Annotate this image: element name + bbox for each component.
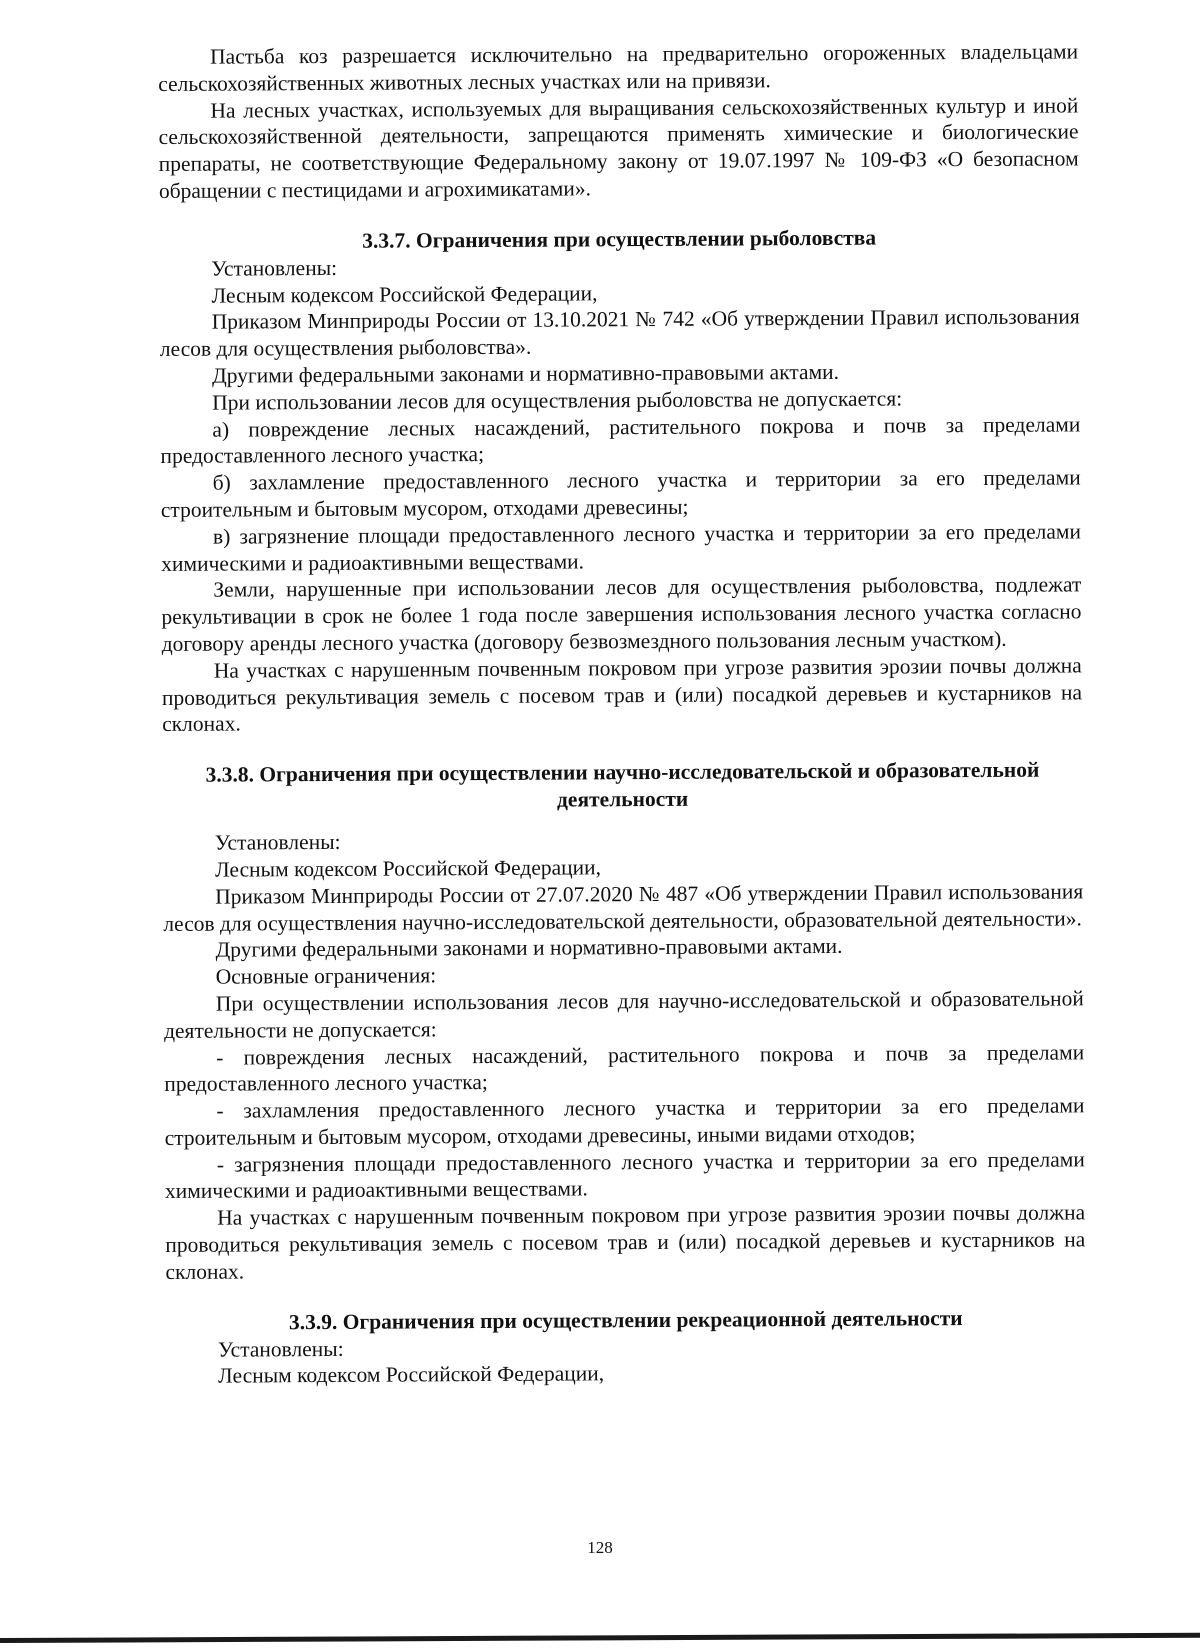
- paragraph-goat-grazing: Пастьба коз разрешается исключительно на предварительно огороженных владельцами сельскохозяйственных животных лесных участках или на привязи.: [158, 39, 1079, 96]
- paragraph-forest-code: Лесным кодексом Российской Федерации,: [218, 1361, 605, 1389]
- paragraph-main-restrictions: Основные ограничения:: [215, 963, 437, 989]
- paragraph-erosion: На участках с нарушенным почвенным покровом при угрозе развития эрозии почвы должна проводиться рекультивация земель с посевом трав и (или) посадкой деревьев и кустарников на склонах.: [165, 1200, 1086, 1284]
- list-item-damage: - повреждения лесных насаждений, растительного покрова и почв за пределами предоставленного лесного участка;: [164, 1039, 1085, 1097]
- paragraph-forest-code: Лесным кодексом Российской Федерации,: [211, 280, 598, 308]
- list-item-littering: - захламления предоставленного лесного участка и территории за его пределами строительным и бытовым мусором, отходами древесины, иными видами отходов;: [164, 1093, 1085, 1150]
- scan-edge-line: [0, 1633, 1200, 1643]
- list-item-a: а) повреждение лесных насаждений, растительного покрова и почв за пределами предоставленного лесного участка;: [160, 411, 1081, 469]
- paragraph-not-allowed: При осуществлении использования лесов для научно-исследовательской и образовательной деятельности не допускается:: [163, 986, 1084, 1043]
- list-item-b: б) захламление предоставленного лесного участка и территории за его пределами строительным и бытовым мусором, отходами древесины;: [160, 465, 1081, 522]
- paragraph-other-laws: Другими федеральными законами и нормативно-правовыми актами.: [211, 359, 840, 388]
- paragraph-other-laws: Другими федеральными законами и нормативно-правовыми актами.: [215, 934, 843, 962]
- list-item-pollution: - загрязнения площади предоставленного лесного участка и территории за его пределами химическими и радиоактивными веществами.: [164, 1147, 1085, 1204]
- paragraph-established: Установлены:: [214, 830, 341, 855]
- paragraph-erosion: На участках с нарушенным почвенным покровом при угрозе развития эрозии почвы должна проводиться рекультивация земель с посевом трав и (или) посадкой деревьев и кустарников на склонах.: [161, 653, 1083, 737]
- list-item-v: в) загрязнение площади предоставленного лесного участка и территории за его пределами химическими и радиоактивными веществами.: [161, 519, 1082, 576]
- paragraph-forest-code: Лесным кодексом Российской Федерации,: [214, 855, 602, 882]
- section-heading-3-3-9: 3.3.9. Ограничения при осуществлении рекреационной деятельности: [288, 1305, 963, 1334]
- paragraph-order-742: Приказом Минприроды России от 13.10.2021 № 742 «Об утверждении Правил использования лесов для осуществления рыболовства».: [159, 304, 1080, 362]
- section-heading-3-3-8: 3.3.8. Ограничения при осуществлении научно-исследовательской и образовательной деятельности: [205, 757, 1040, 812]
- page-content: [158, 38, 1086, 1390]
- section-heading-3-3-7: 3.3.7. Ограничения при осуществлении рыболовства: [362, 225, 877, 253]
- paragraph-order-487: Приказом Минприроды России от 27.07.2020 № 487 «Об утверждении Правил использования лесов для осуществления научно-исследовательской деятельности, образовательной деятельности».: [163, 879, 1084, 936]
- paragraph-established: Установлены:: [217, 1336, 344, 1362]
- paragraph-established: Установлены:: [211, 255, 338, 281]
- paragraph-agricultural-chemicals: На лесных участках, используемых для выращивания сельскохозяйственных культур и иной сельскохозяйственной деятельности, запрещаются применять химические и биологические препараты, не соответствующие Федеральному закону от 19.07.1997 № 109-ФЗ «О безопасном обращении с пестицидами и агрохимикатами».: [158, 92, 1079, 203]
- paragraph-not-allowed: При использовании лесов для осуществления рыболовства не допускается:: [212, 386, 903, 415]
- paragraph-reclamation: Земли, нарушенные при использовании лесов для осуществления рыболовства, подлежат рекультивации в срок не более 1 года после завершения использования лесного участка согласно договору аренды лесного участка (договору безвозмездного пользования лесным участком).: [161, 572, 1082, 656]
- page-number: 128: [587, 1538, 613, 1557]
